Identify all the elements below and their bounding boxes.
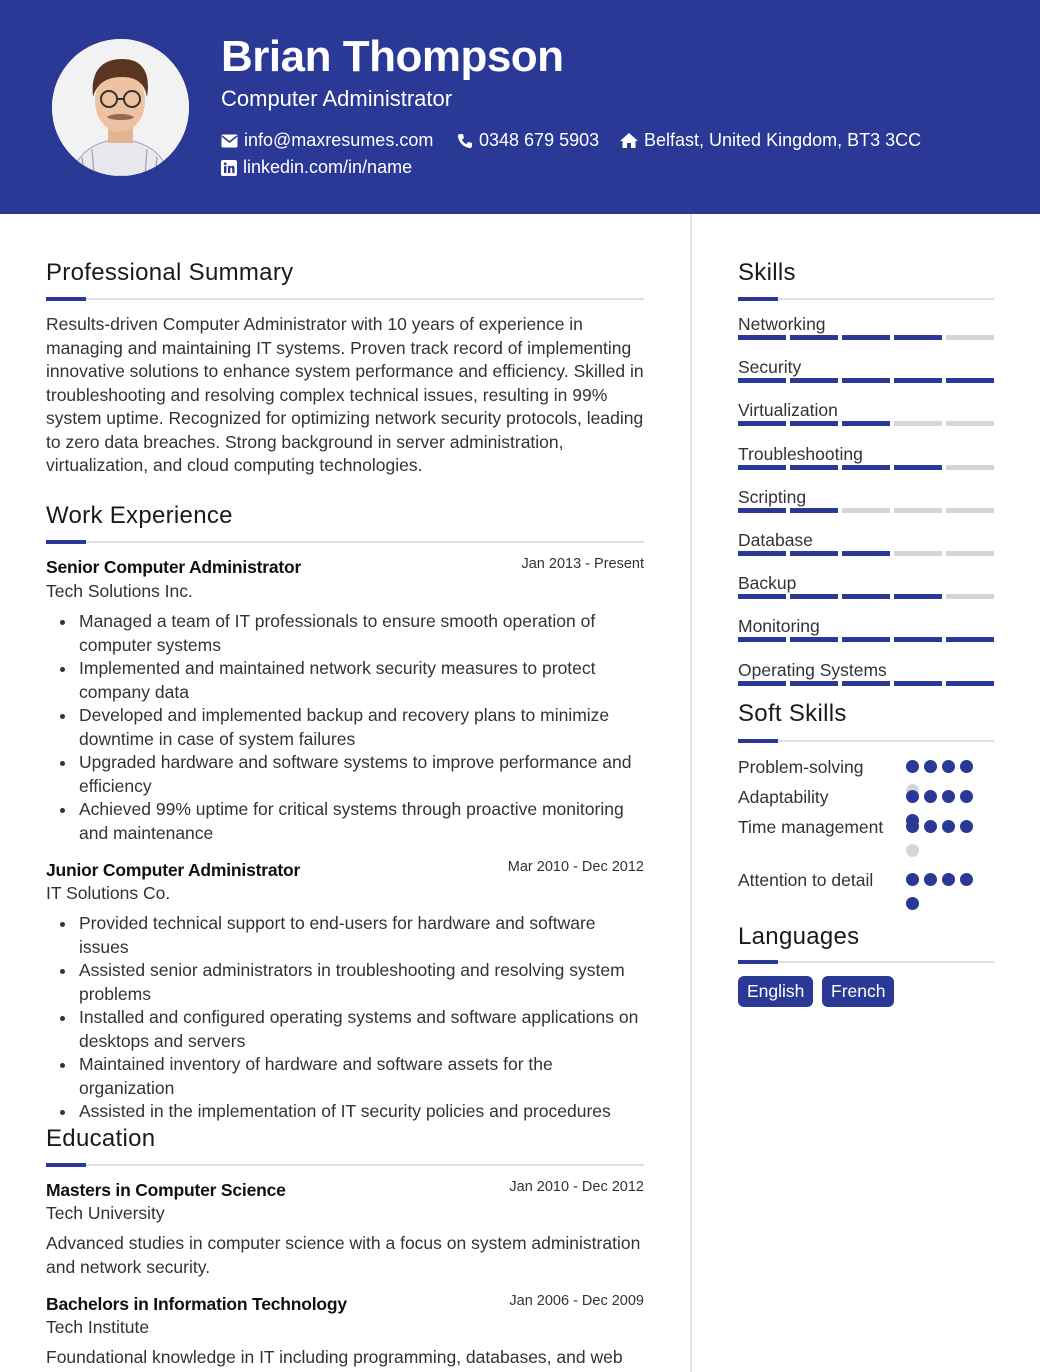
skill-level-segment [842, 637, 890, 642]
skill-level-segment [894, 508, 942, 513]
experience-rule [46, 541, 644, 543]
skill-level-segment [738, 637, 786, 642]
skill-level-segment [894, 335, 942, 340]
job-dates: Jan 2013 - Present [521, 556, 644, 572]
skill-level-segment [894, 378, 942, 383]
job-bullets [46, 912, 646, 1124]
skill-level-bar [738, 594, 994, 599]
skill-level-segment [790, 378, 838, 383]
skills-rule [738, 298, 994, 300]
rating-dot [924, 873, 937, 886]
skill-level-segment [790, 465, 838, 470]
contact-location [620, 130, 921, 151]
rating-dot [942, 760, 955, 773]
skill-name: Scripting [738, 487, 807, 507]
skill-level-segment [842, 335, 890, 340]
skill-level-segment [946, 335, 994, 340]
skill-name: Networking [738, 314, 826, 334]
skill-level-bar [738, 681, 994, 686]
education-heading: Education [46, 1125, 156, 1152]
job-bullet: Assisted in the implementation of IT security policies and procedures [46, 1100, 646, 1124]
skill-level-segment [738, 378, 786, 383]
languages-heading: Languages [738, 923, 860, 950]
summary-rule [46, 298, 644, 300]
contact-phone-text: 0348 679 5903 [479, 130, 600, 150]
rating-dot [906, 873, 919, 886]
rating-dot [960, 760, 973, 773]
degree-school: Tech University [46, 1203, 165, 1223]
contact-location-text: Belfast, United Kingdom, BT3 3CC [644, 130, 922, 150]
job-bullet: Assisted senior administrators in troubleshooting and resolving system problems [46, 959, 646, 1006]
languages-rule [738, 961, 994, 963]
soft-skill-name: Time management [738, 817, 884, 837]
skill-level-segment [790, 335, 838, 340]
job-title: Junior Computer Administrator [46, 860, 301, 880]
degree-dates: Jan 2010 - Dec 2012 [509, 1179, 644, 1195]
summary-text: Results-driven Computer Administrator with 10 years of experience in managing and maintaining IT systems. Proven track record of implementing innovative solutions to enhance system performance and efficiency. Skilled in troubleshooting and resolving complex technical issues, resulting in 99% system uptime. Recognized for optimizing network security protocols, leading to zero data breaches. Strong background in server administration, virtualization, and cloud computing technologies. [46, 314, 644, 475]
rating-dot [924, 820, 937, 833]
skill-level-segment [790, 508, 838, 513]
skill-level-segment [842, 681, 890, 686]
skill-name: Virtualization [738, 400, 838, 420]
skill-level-segment [790, 681, 838, 686]
skill-name: Security [738, 357, 802, 377]
skill-level-segment [842, 551, 890, 556]
candidate-title: Computer Administrator [221, 86, 453, 111]
skill-row [738, 444, 994, 466]
skill-level-segment [738, 681, 786, 686]
rating-dot [906, 760, 919, 773]
job-company: IT Solutions Co. [46, 883, 171, 903]
skill-level-segment [790, 594, 838, 599]
skill-level-segment [894, 465, 942, 470]
skill-level-segment [946, 508, 994, 513]
skill-level-bar [738, 421, 994, 426]
soft-skill-name: Attention to detail [738, 870, 874, 890]
rating-dot [924, 760, 937, 773]
job-bullets [46, 610, 646, 845]
rating-dot [960, 820, 973, 833]
resume-header [0, 0, 1040, 214]
column-divider [690, 214, 692, 1372]
skill-level-segment [894, 421, 942, 426]
job-dates: Mar 2010 - Dec 2012 [507, 859, 644, 875]
degree-description: Advanced studies in computer science with a focus on system administration and network security. [46, 1233, 641, 1277]
skill-row [738, 616, 994, 638]
rating-dot [960, 790, 973, 803]
job-bullet: Implemented and maintained network security measures to protect company data [46, 657, 646, 704]
contact-linkedin-text: linkedin.com/in/name [243, 157, 413, 177]
skill-name: Operating Systems [738, 660, 887, 680]
skill-level-segment [738, 508, 786, 513]
skill-level-segment [894, 594, 942, 599]
skill-level-segment [946, 681, 994, 686]
skill-row [738, 660, 994, 682]
rating-dot [906, 820, 919, 833]
job-bullet: Upgraded hardware and software systems to improve performance and efficiency [46, 751, 646, 798]
job-bullet: Provided technical support to end-users for hardware and software issues [46, 912, 646, 959]
rating-dot [942, 790, 955, 803]
skill-level-segment [842, 421, 890, 426]
experience-heading: Work Experience [46, 502, 233, 529]
rating-dot [906, 790, 919, 803]
contact-linkedin[interactable] [221, 157, 412, 178]
job-bullet: Developed and implemented backup and recovery plans to minimize downtime in case of system failures [46, 704, 646, 751]
rating-dot [924, 790, 937, 803]
skill-level-segment [790, 637, 838, 642]
skill-level-segment [738, 551, 786, 556]
skill-name: Database [738, 530, 813, 550]
envelope-icon [221, 134, 238, 148]
linkedin-icon [221, 160, 237, 176]
job-bullet: Installed and configured operating systems and software applications on desktops and servers [46, 1006, 646, 1053]
skill-level-segment [842, 465, 890, 470]
contact-email-text: info@maxresumes.com [244, 130, 434, 150]
summary-heading: Professional Summary [46, 259, 294, 286]
skill-level-segment [946, 551, 994, 556]
skill-level-segment [894, 637, 942, 642]
job-bullet: Managed a team of IT professionals to ensure smooth operation of computer systems [46, 610, 646, 657]
degree-school: Tech Institute [46, 1317, 150, 1337]
skill-level-segment [842, 508, 890, 513]
language-pill: English [738, 976, 813, 1007]
soft-skills-heading: Soft Skills [738, 700, 847, 727]
skill-level-bar [738, 637, 994, 642]
skill-level-segment [946, 594, 994, 599]
degree-title: Bachelors in Information Technology [46, 1294, 347, 1314]
candidate-name: Brian Thompson [221, 32, 564, 81]
skill-level-segment [946, 465, 994, 470]
contact-phone[interactable] [457, 130, 599, 151]
skill-level-segment [946, 421, 994, 426]
skill-level-segment [738, 421, 786, 426]
skill-row [738, 400, 994, 422]
skill-row [738, 573, 994, 595]
degree-description: Foundational knowledge in IT including programming, databases, and web [46, 1347, 623, 1367]
skill-level-segment [946, 378, 994, 383]
job-bullet: Maintained inventory of hardware and software assets for the organization [46, 1053, 646, 1100]
skill-name: Monitoring [738, 616, 820, 636]
rating-dot [942, 820, 955, 833]
skill-level-segment [894, 551, 942, 556]
skill-row [738, 357, 994, 379]
home-icon [620, 133, 638, 148]
soft-skills-rule [738, 740, 994, 742]
contact-email[interactable] [221, 130, 433, 151]
profile-photo [52, 39, 189, 176]
degree-title: Masters in Computer Science [46, 1180, 286, 1200]
skill-level-bar [738, 335, 994, 340]
skill-row [738, 530, 994, 552]
skill-level-bar [738, 508, 994, 513]
skill-name: Backup [738, 573, 797, 593]
language-pill: French [822, 976, 894, 1007]
soft-skill-name: Adaptability [738, 787, 829, 807]
skills-heading: Skills [738, 259, 796, 286]
skill-row [738, 487, 994, 509]
skill-level-segment [738, 335, 786, 340]
job-bullet: Achieved 99% uptime for critical systems through proactive monitoring and maintenance [46, 798, 646, 845]
phone-icon [457, 133, 473, 149]
education-rule [46, 1164, 644, 1166]
job-title: Senior Computer Administrator [46, 557, 302, 577]
skill-level-bar [738, 465, 994, 470]
skill-level-segment [842, 378, 890, 383]
skill-level-segment [946, 637, 994, 642]
skill-level-segment [738, 594, 786, 599]
skill-level-segment [842, 594, 890, 599]
skill-row [738, 314, 994, 336]
skill-level-segment [790, 551, 838, 556]
soft-skill-name: Problem-solving [738, 757, 864, 777]
job-company: Tech Solutions Inc. [46, 581, 193, 601]
rating-dot [960, 873, 973, 886]
rating-dot [942, 873, 955, 886]
skill-level-bar [738, 378, 994, 383]
skill-level-segment [738, 465, 786, 470]
skill-level-bar [738, 551, 994, 556]
skill-name: Troubleshooting [738, 444, 863, 464]
rating-dot [906, 844, 919, 857]
skill-level-segment [894, 681, 942, 686]
rating-dot [906, 897, 919, 910]
degree-dates: Jan 2006 - Dec 2009 [509, 1293, 644, 1309]
skill-level-segment [790, 421, 838, 426]
